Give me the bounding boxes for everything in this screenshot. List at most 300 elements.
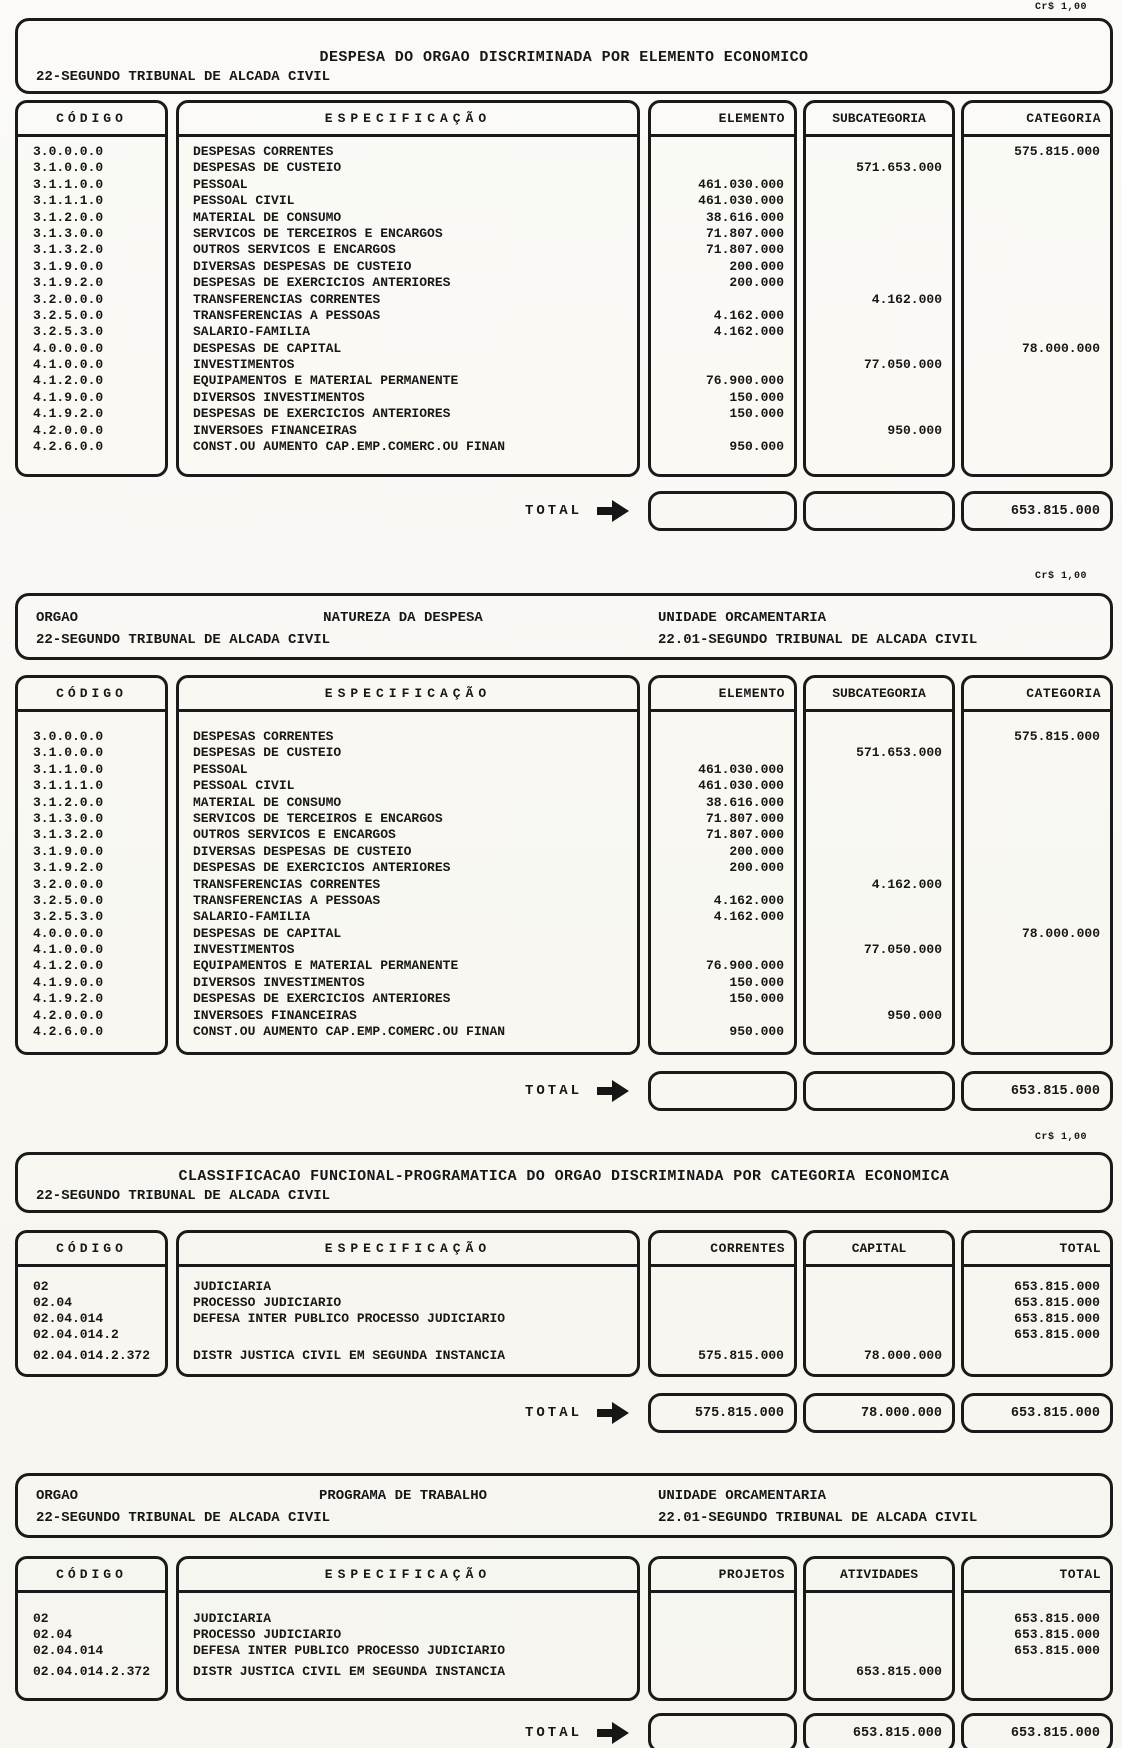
cell-v2 <box>806 259 952 275</box>
cell-code: 4.1.2.0.0 <box>33 958 104 974</box>
cell-v2: 571.653.000 <box>856 160 942 176</box>
cell-code: 02 <box>33 1611 49 1626</box>
cell-code: 3.1.1.1.0 <box>33 193 104 209</box>
column-body <box>18 1593 165 1698</box>
cell-spec: SALARIO-FAMILIA <box>193 324 311 340</box>
cell-v2 <box>806 226 952 242</box>
column-especificacao <box>176 100 640 477</box>
cell-v2 <box>806 275 952 291</box>
cell-v1 <box>651 1279 794 1295</box>
currency-unit-note: Cr$ 1,00 <box>1034 2 1087 13</box>
column-header: ESPECIFICAÇÃO <box>179 103 637 137</box>
cell-v1 <box>651 745 794 761</box>
cell-spec: MATERIAL DE CONSUMO <box>193 209 342 225</box>
cell-v2 <box>806 1024 952 1040</box>
cell-code: 02.04.014.2.372 <box>33 1347 151 1363</box>
cell-v2 <box>806 991 952 1007</box>
column-header: PROJETOS <box>651 1559 794 1593</box>
cell-code: 3.2.0.0.0 <box>33 291 104 307</box>
cell-v1: 150.000 <box>729 974 784 990</box>
cell-v3 <box>964 762 1110 778</box>
cell-v1: 150.000 <box>729 406 784 422</box>
cell-code: 3.1.2.0.0 <box>33 209 104 225</box>
column-header: ESPECIFICAÇÃO <box>179 678 637 712</box>
cell-v3 <box>964 308 1110 324</box>
cell-code: 3.1.9.0.0 <box>33 843 104 859</box>
cell-code: 3.1.9.2.0 <box>33 275 104 291</box>
cell-v3 <box>964 406 1110 422</box>
cell-spec: OUTROS SERVICOS E ENCARGOS <box>193 242 396 258</box>
cell-code: 4.1.0.0.0 <box>33 942 104 958</box>
column-body <box>806 1267 952 1374</box>
cell-v2: 77.050.000 <box>863 357 942 373</box>
cell-spec: DESPESAS DE CUSTEIO <box>193 160 342 176</box>
cell-v1 <box>651 1327 794 1343</box>
cell-v2: 950.000 <box>887 1007 942 1023</box>
cell-spec: EQUIPAMENTOS E MATERIAL PERMANENTE <box>193 958 459 974</box>
orgao-value: 22-SEGUNDO TRIBUNAL DE ALCADA CIVIL <box>36 632 331 648</box>
cell-v1 <box>651 877 794 893</box>
column-header: SUBCATEGORIA <box>806 678 952 712</box>
cell-v3: 653.815.000 <box>1014 1611 1100 1626</box>
cell-v2 <box>806 390 952 406</box>
cell-code: 4.1.0.0.0 <box>33 357 104 373</box>
cell-v3 <box>964 909 1110 925</box>
column-value-3 <box>961 675 1113 1055</box>
orgao-value: 22-SEGUNDO TRIBUNAL DE ALCADA CIVIL <box>36 1510 331 1526</box>
cell-spec: SERVICOS DE TERCEIROS E ENCARGOS <box>193 225 443 241</box>
cell-v3 <box>964 877 1110 893</box>
cell-v3 <box>964 357 1110 373</box>
cell-v3 <box>964 373 1110 389</box>
cell-code: 4.1.9.2.0 <box>33 991 104 1007</box>
cell-v2 <box>806 811 952 827</box>
cell-v3 <box>964 1008 1110 1024</box>
cell-code: 02.04.014 <box>33 1310 104 1326</box>
total-value-box-3: 653.815.000 <box>961 1071 1113 1111</box>
cell-code: 02.04 <box>33 1626 73 1642</box>
cell-code: 3.1.9.0.0 <box>33 258 104 274</box>
cell-spec: DESPESAS DE CAPITAL <box>193 340 342 356</box>
currency-unit-note: Cr$ 1,00 <box>1034 571 1087 582</box>
cell-v1 <box>651 1611 794 1627</box>
total-label: TOTAL <box>524 503 582 519</box>
header-labels-line <box>18 607 1110 629</box>
cell-v3 <box>964 958 1110 974</box>
section-org-subtitle: 22-SEGUNDO TRIBUNAL DE ALCADA CIVIL <box>36 69 331 85</box>
column-value-1 <box>648 1556 797 1701</box>
cell-v1: 38.616.000 <box>705 794 784 810</box>
cell-code: 4.2.0.0.0 <box>33 1007 104 1023</box>
cell-v1 <box>651 160 794 176</box>
cell-spec: DISTR JUSTICA CIVIL EM SEGUNDA INSTANCIA <box>193 1347 506 1363</box>
total-value-box-1 <box>648 491 797 531</box>
cell-v1: 76.900.000 <box>705 373 784 389</box>
header-values-line <box>18 1507 1110 1529</box>
cell-v1: 950.000 <box>729 1024 784 1040</box>
cell-v1: 461.030.000 <box>698 778 784 794</box>
column-especificacao <box>176 675 640 1055</box>
cell-v1: 950.000 <box>729 439 784 455</box>
cell-v2 <box>806 1327 952 1343</box>
column-header: ELEMENTO <box>651 678 794 712</box>
cell-v1 <box>651 729 794 745</box>
column-value-3 <box>961 1230 1113 1377</box>
cell-v1: 575.815.000 <box>698 1347 784 1363</box>
cell-spec: PROCESSO JUDICIARIO <box>193 1294 342 1310</box>
cell-v3 <box>964 259 1110 275</box>
cell-v1 <box>651 1627 794 1643</box>
budget-table <box>15 1556 1113 1701</box>
cell-v2 <box>806 324 952 340</box>
cell-v3 <box>964 1664 1110 1680</box>
column-especificacao <box>176 1556 640 1701</box>
cell-code: 02.04.014.2.372 <box>33 1663 151 1679</box>
cell-v2 <box>806 778 952 794</box>
cell-v2: 653.815.000 <box>856 1663 942 1679</box>
cell-spec: PESSOAL <box>193 761 248 777</box>
column-body <box>806 712 952 1052</box>
cell-v3 <box>964 210 1110 226</box>
unidade-orcamentaria-label: UNIDADE ORCAMENTARIA <box>658 610 827 626</box>
cell-spec: MATERIAL DE CONSUMO <box>193 794 342 810</box>
cell-spec: DESPESAS DE CAPITAL <box>193 925 342 941</box>
column-body <box>651 712 794 1052</box>
cell-spec: OUTROS SERVICOS E ENCARGOS <box>193 827 396 843</box>
budget-section-4 <box>15 1473 1113 1748</box>
cell-v2 <box>806 909 952 925</box>
cell-code: 3.1.9.2.0 <box>33 860 104 876</box>
cell-spec: DISTR JUSTICA CIVIL EM SEGUNDA INSTANCIA <box>193 1663 506 1679</box>
cell-v2 <box>806 893 952 909</box>
column-header: CÓDIGO <box>18 678 165 712</box>
cell-v3 <box>964 975 1110 991</box>
cell-spec: DESPESAS DE EXERCICIOS ANTERIORES <box>193 406 451 422</box>
cell-v1: 461.030.000 <box>698 193 784 209</box>
orgao-label: ORGAO <box>36 1488 79 1504</box>
column-body <box>18 1267 165 1374</box>
cell-v3 <box>964 423 1110 439</box>
total-value-box-2: 78.000.000 <box>803 1393 955 1433</box>
cell-v1 <box>651 292 794 308</box>
cell-code: 4.0.0.0.0 <box>33 340 104 356</box>
cell-v1 <box>651 1295 794 1311</box>
cell-v2 <box>806 308 952 324</box>
cell-v2: 4.162.000 <box>871 291 942 307</box>
cell-spec: TRANSFERENCIAS CORRENTES <box>193 876 381 892</box>
cell-v2 <box>806 242 952 258</box>
total-value-box-1 <box>648 1713 797 1748</box>
total-value-box-1: 575.815.000 <box>648 1393 797 1433</box>
cell-spec: DESPESAS DE EXERCICIOS ANTERIORES <box>193 275 451 291</box>
column-value-3 <box>961 100 1113 477</box>
cell-code: 3.1.3.0.0 <box>33 225 104 241</box>
cell-code: 4.0.0.0.0 <box>33 925 104 941</box>
total-row <box>15 491 1113 531</box>
cell-code: 3.2.5.0.0 <box>33 307 104 323</box>
cell-v3: 653.815.000 <box>1014 1279 1100 1294</box>
cell-v2 <box>806 144 952 160</box>
cell-spec: INVESTIMENTOS <box>193 357 295 373</box>
cell-code: 3.1.1.0.0 <box>33 761 104 777</box>
cell-code: 3.1.3.0.0 <box>33 810 104 826</box>
cell-code: 4.1.9.0.0 <box>33 974 104 990</box>
cell-v1: 461.030.000 <box>698 176 784 192</box>
cell-spec: TRANSFERENCIAS CORRENTES <box>193 291 381 307</box>
column-body <box>651 1267 794 1374</box>
cell-v2 <box>806 762 952 778</box>
total-arrow-icon <box>596 1400 630 1426</box>
column-value-2 <box>803 1556 955 1701</box>
column-header: ESPECIFICAÇÃO <box>179 1559 637 1593</box>
cell-spec: EQUIPAMENTOS E MATERIAL PERMANENTE <box>193 373 459 389</box>
cell-code: 3.1.3.2.0 <box>33 827 104 843</box>
cell-v2: 4.162.000 <box>871 876 942 892</box>
cell-code: 3.0.0.0.0 <box>33 144 104 159</box>
cell-v1: 4.162.000 <box>713 892 784 908</box>
column-header: ATIVIDADES <box>806 1559 952 1593</box>
total-value-box-2 <box>803 1071 955 1111</box>
cell-code: 3.1.1.0.0 <box>33 176 104 192</box>
total-value-box-3: 653.815.000 <box>961 1713 1113 1748</box>
column-header: TOTAL <box>964 1559 1110 1593</box>
cell-v2: 950.000 <box>887 422 942 438</box>
total-value-box-2: 653.815.000 <box>803 1713 955 1748</box>
cell-spec: DESPESAS DE CUSTEIO <box>193 745 342 761</box>
column-codigo <box>15 1556 168 1701</box>
total-value-box-2 <box>803 491 955 531</box>
total-label: TOTAL <box>524 1083 582 1099</box>
cell-v2 <box>806 860 952 876</box>
total-label-area <box>15 491 648 531</box>
column-header: TOTAL <box>964 1233 1110 1267</box>
budget-section-2 <box>15 571 1113 1111</box>
cell-spec: INVERSOES FINANCEIRAS <box>193 422 357 438</box>
cell-v1: 200.000 <box>729 258 784 274</box>
cell-v3 <box>964 844 1110 860</box>
cell-v3: 78.000.000 <box>1021 925 1100 941</box>
cell-spec: DEFESA INTER PUBLICO PROCESSO JUDICIARIO <box>193 1310 506 1326</box>
total-label: TOTAL <box>524 1725 582 1741</box>
cell-code: 3.1.3.2.0 <box>33 242 104 258</box>
cell-v2 <box>806 439 952 455</box>
cell-v3 <box>964 242 1110 258</box>
column-body <box>18 137 165 474</box>
cell-v1: 71.807.000 <box>705 242 784 258</box>
cell-v2 <box>806 177 952 193</box>
total-label-area <box>15 1393 648 1433</box>
cell-v1: 150.000 <box>729 389 784 405</box>
cell-v3: 653.815.000 <box>1014 1326 1100 1342</box>
cell-spec: TRANSFERENCIAS A PESSOAS <box>193 307 381 323</box>
cell-code: 3.1.2.0.0 <box>33 794 104 810</box>
cell-v2 <box>806 373 952 389</box>
cell-v3 <box>964 160 1110 176</box>
cell-spec: CONST.OU AUMENTO CAP.EMP.COMERC.OU FINAN <box>193 1024 506 1040</box>
column-body <box>651 1593 794 1698</box>
cell-v3: 653.815.000 <box>1014 1294 1100 1310</box>
section-title: PROGRAMA DE TRABALHO <box>318 1488 488 1504</box>
cell-spec: PROCESSO JUDICIARIO <box>193 1626 342 1642</box>
cell-v3 <box>964 795 1110 811</box>
cell-spec: DESPESAS CORRENTES <box>193 729 334 744</box>
total-arrow-icon <box>596 1078 630 1104</box>
cell-v1: 4.162.000 <box>713 324 784 340</box>
header-values-line <box>18 629 1110 651</box>
cell-code: 3.2.0.0.0 <box>33 876 104 892</box>
column-header: SUBCATEGORIA <box>806 103 952 137</box>
cell-v2 <box>806 1643 952 1659</box>
column-header: ELEMENTO <box>651 103 794 137</box>
cell-v1: 76.900.000 <box>705 958 784 974</box>
cell-spec: DIVERSOS INVESTIMENTOS <box>193 389 365 405</box>
orgao-label: ORGAO <box>36 610 79 626</box>
total-label: TOTAL <box>524 1405 582 1421</box>
total-row <box>15 1071 1113 1111</box>
cell-v3 <box>964 1348 1110 1364</box>
cell-v1: 4.162.000 <box>713 307 784 323</box>
column-value-2 <box>803 1230 955 1377</box>
header-labels-line <box>18 1485 1110 1507</box>
cell-v1 <box>651 942 794 958</box>
cell-spec: SALARIO-FAMILIA <box>193 909 311 925</box>
column-header: ESPECIFICAÇÃO <box>179 1233 637 1267</box>
cell-spec: DESPESAS DE EXERCICIOS ANTERIORES <box>193 860 451 876</box>
cell-spec: DIVERSAS DESPESAS DE CUSTEIO <box>193 843 412 859</box>
column-body <box>964 1593 1110 1698</box>
total-arrow-icon <box>596 1720 630 1746</box>
total-value-box-1 <box>648 1071 797 1111</box>
cell-v2 <box>806 1295 952 1311</box>
section-title: DESPESA DO ORGAO DISCRIMINADA POR ELEMENTO ECONOMICO <box>319 49 809 66</box>
cell-spec: DESPESAS DE EXERCICIOS ANTERIORES <box>193 991 451 1007</box>
cell-v3 <box>964 390 1110 406</box>
section-title: NATUREZA DA DESPESA <box>323 610 483 626</box>
column-body <box>179 712 637 1052</box>
column-body <box>18 712 165 1052</box>
column-header: CÓDIGO <box>18 1233 165 1267</box>
cell-spec: JUDICIARIA <box>193 1279 272 1294</box>
cell-v1: 150.000 <box>729 991 784 1007</box>
cell-v2 <box>806 729 952 745</box>
cell-code: 3.1.0.0.0 <box>33 745 104 761</box>
cell-v3 <box>964 324 1110 340</box>
cell-spec: TRANSFERENCIAS A PESSOAS <box>193 892 381 908</box>
cell-spec: JUDICIARIA <box>193 1611 272 1626</box>
column-body <box>806 137 952 474</box>
cell-v2 <box>806 975 952 991</box>
cell-v2 <box>806 1627 952 1643</box>
cell-v1: 38.616.000 <box>705 209 784 225</box>
cell-code: 4.2.6.0.0 <box>33 439 104 455</box>
column-body <box>651 137 794 474</box>
cell-code: 3.1.0.0.0 <box>33 160 104 176</box>
cell-v1 <box>651 1643 794 1659</box>
cell-code: 3.1.1.1.0 <box>33 778 104 794</box>
cell-code: 3.2.5.3.0 <box>33 909 104 925</box>
column-codigo <box>15 675 168 1055</box>
cell-code: 02.04 <box>33 1294 73 1310</box>
column-body <box>179 1593 637 1698</box>
budget-table <box>15 1230 1113 1377</box>
cell-v3 <box>964 292 1110 308</box>
cell-code: 4.1.9.2.0 <box>33 406 104 422</box>
column-value-3 <box>961 1556 1113 1701</box>
unidade-orcamentaria-label: UNIDADE ORCAMENTARIA <box>658 1488 827 1504</box>
cell-code: 3.0.0.0.0 <box>33 729 104 744</box>
column-especificacao <box>176 1230 640 1377</box>
cell-spec: PESSOAL CIVIL <box>193 778 295 794</box>
cell-spec <box>179 1327 637 1343</box>
column-header: CATEGORIA <box>964 678 1110 712</box>
cell-code: 3.2.5.3.0 <box>33 324 104 340</box>
total-row <box>15 1393 1113 1433</box>
cell-v2: 77.050.000 <box>863 942 942 958</box>
cell-spec: CONST.OU AUMENTO CAP.EMP.COMERC.OU FINAN <box>193 439 506 455</box>
cell-spec: DEFESA INTER PUBLICO PROCESSO JUDICIARIO <box>193 1642 506 1658</box>
section-title: CLASSIFICACAO FUNCIONAL-PROGRAMATICA DO ORGAO DISCRIMINADA POR CATEGORIA ECONOMICA <box>178 1168 950 1185</box>
cell-v1: 4.162.000 <box>713 909 784 925</box>
total-label-area <box>15 1071 648 1111</box>
column-value-2 <box>803 675 955 1055</box>
cell-v1 <box>651 1311 794 1327</box>
cell-v3: 653.815.000 <box>1014 1626 1100 1642</box>
cell-v1: 71.807.000 <box>705 225 784 241</box>
cell-v1: 71.807.000 <box>705 810 784 826</box>
unidade-orcamentaria-value: 22.01-SEGUNDO TRIBUNAL DE ALCADA CIVIL <box>658 632 978 648</box>
section-header-box <box>15 1473 1113 1538</box>
cell-code: 3.2.5.0.0 <box>33 892 104 908</box>
cell-v2 <box>806 341 952 357</box>
cell-v1: 71.807.000 <box>705 827 784 843</box>
cell-code: 02.04.014.2 <box>33 1326 119 1342</box>
cell-v1 <box>651 357 794 373</box>
cell-spec: DESPESAS CORRENTES <box>193 144 334 159</box>
cell-v2 <box>806 844 952 860</box>
cell-v2 <box>806 926 952 942</box>
cell-v3: 653.815.000 <box>1014 1310 1100 1326</box>
column-value-1 <box>648 100 797 477</box>
cell-v2 <box>806 1611 952 1627</box>
cell-code: 4.1.2.0.0 <box>33 373 104 389</box>
cell-v3 <box>964 1024 1110 1040</box>
cell-code: 4.1.9.0.0 <box>33 389 104 405</box>
cell-code: 4.2.6.0.0 <box>33 1024 104 1040</box>
column-header: CORRENTES <box>651 1233 794 1267</box>
total-arrow-icon <box>596 498 630 524</box>
cell-v3: 575.815.000 <box>1014 144 1100 159</box>
column-body <box>179 1267 637 1374</box>
budget-section-1 <box>15 2 1113 531</box>
cell-v3 <box>964 226 1110 242</box>
cell-v2 <box>806 193 952 209</box>
column-header: CÓDIGO <box>18 1559 165 1593</box>
column-body <box>806 1593 952 1698</box>
cell-v3: 78.000.000 <box>1021 340 1100 356</box>
section-title-box <box>15 18 1113 94</box>
column-header: CAPITAL <box>806 1233 952 1267</box>
budget-table <box>15 100 1113 477</box>
cell-v3 <box>964 860 1110 876</box>
budget-table <box>15 675 1113 1055</box>
cell-spec: DIVERSOS INVESTIMENTOS <box>193 974 365 990</box>
section-org-subtitle: 22-SEGUNDO TRIBUNAL DE ALCADA CIVIL <box>36 1188 331 1204</box>
cell-v1: 461.030.000 <box>698 761 784 777</box>
column-body <box>179 137 637 474</box>
column-value-1 <box>648 1230 797 1377</box>
cell-v2 <box>806 406 952 422</box>
column-codigo <box>15 1230 168 1377</box>
